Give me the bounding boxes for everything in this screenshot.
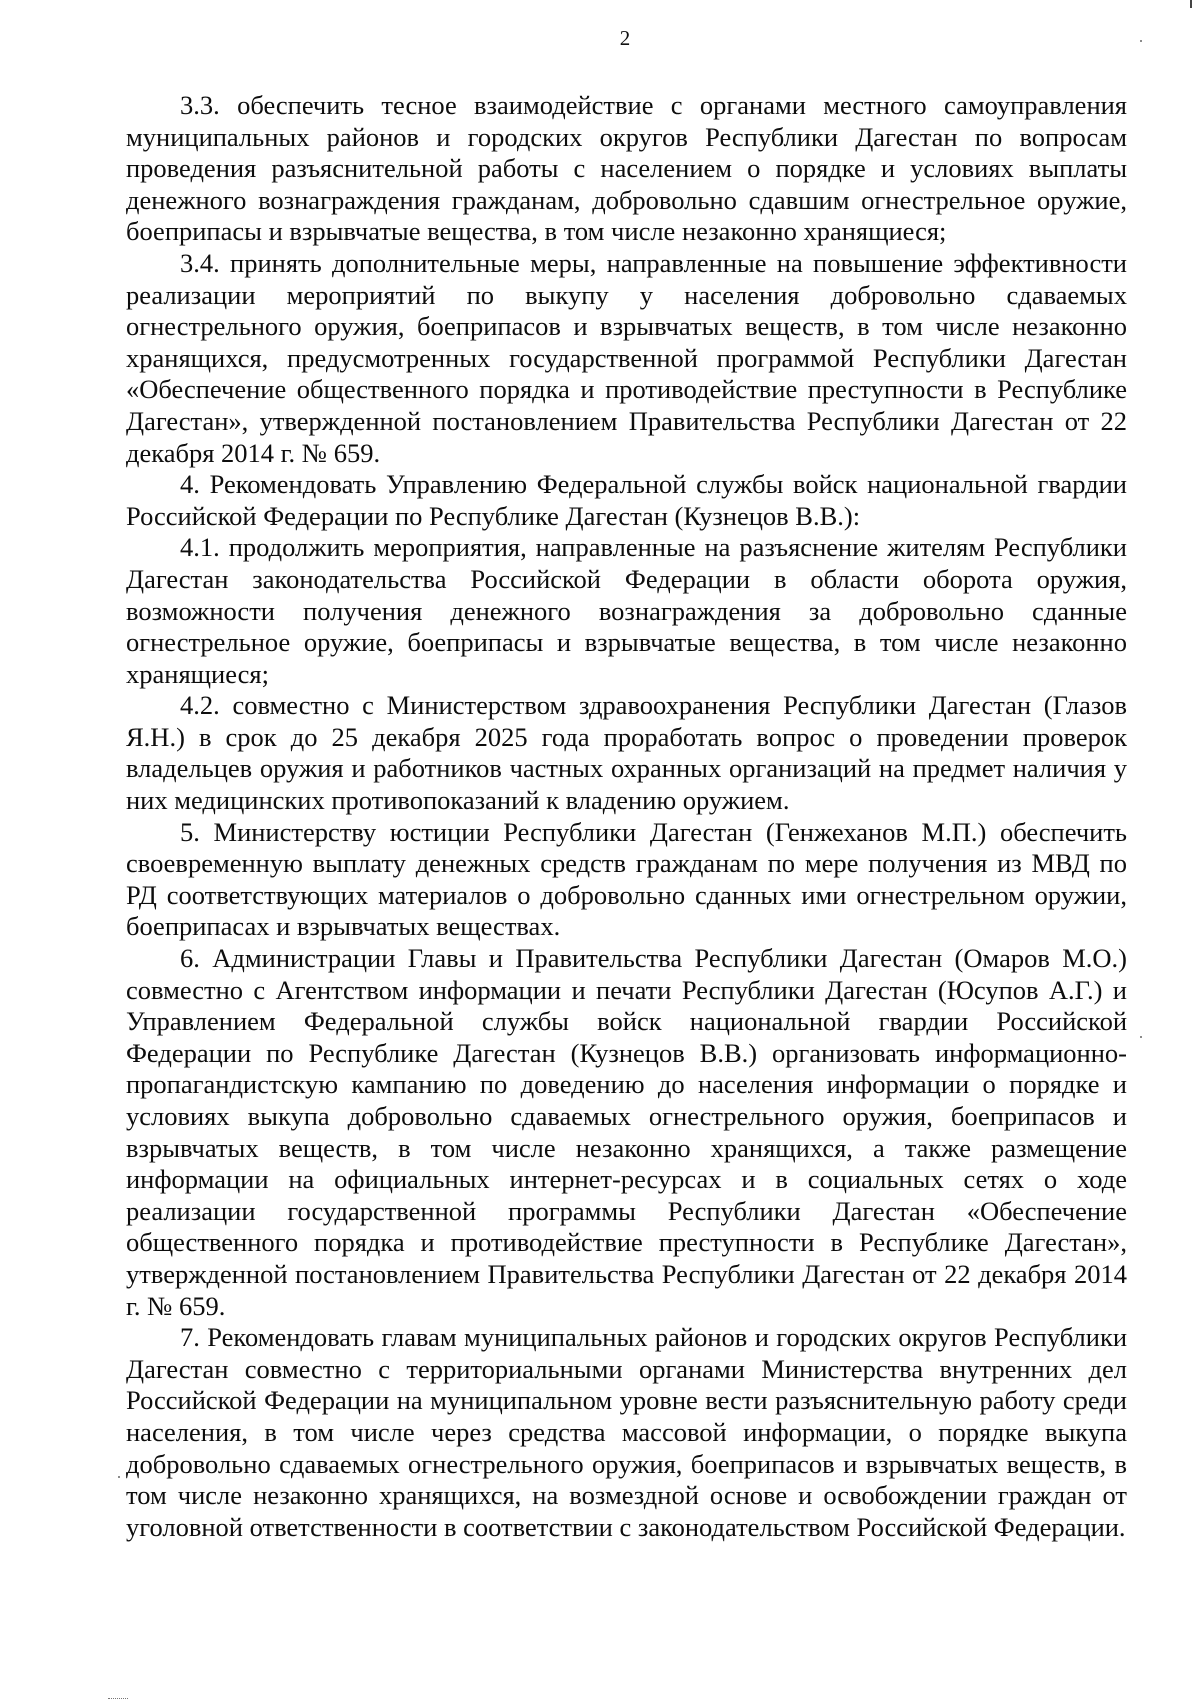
paragraph-4-1: 4.1. продолжить мероприятия, направленные на разъяснение жителям Республики Дагестан законодательства Российской Федерации в области оборота оружия, возможности получения денежного вознаграждения за добровольно сданные огнестрельное оружие, боеприпасы и взрывчатые вещества, в том числе незаконно хранящиеся;	[126, 532, 1127, 689]
scan-edge-mark	[108, 1698, 128, 1700]
paragraph-4-2: 4.2. совместно с Министерством здравоохранения Республики Дагестан (Глазов Я.Н.) в срок до 25 декабря 2025 года проработать вопрос о проведении проверок владельцев оружия и работников частных охранных организаций на предмет наличия у них медицинских противопоказаний к владению оружием.	[126, 690, 1127, 816]
paragraph-6: 6. Администрации Главы и Правительства Республики Дагестан (Омаров М.О.) совместно с Агентством информации и печати Республики Дагестан (Юсупов А.Г.) и Управлением Федеральной службы войск национальной гвардии Российской Федерации по Республике Дагестан (Кузнецов В.В.) организовать информационно-пропагандистскую кампанию по доведению до населения информации о порядке и условиях выкупа добровольно сдаваемых огнестрельного оружия, боеприпасов и взрывчатых веществ, в том числе незаконно хранящихся, а также размещение информации на официальных интернет-ресурсах и в социальных сетях о ходе реализации государственной программы Республики Дагестан «Обеспечение общественного порядка и противодействие преступности в Республике Дагестан», утвержденной постановлением Правительства Республики Дагестан от 22 декабря 2014 г. № 659.	[126, 943, 1127, 1321]
paragraph-7: 7. Рекомендовать главам муниципальных районов и городских округов Республики Дагестан совместно с территориальными органами Министерства внутренних дел Российской Федерации на муниципальном уровне вести разъяснительную работу среди населения, в том числе через средства массовой информации, о порядке выкупа добровольно сдаваемых огнестрельного оружия, боеприпасов и взрывчатых веществ, в том числе незаконно хранящихся, на возмездной основе и освобождении граждан от уголовной ответственности в соответствии с законодательством Российской Федерации.	[126, 1322, 1127, 1542]
paragraph-5: 5. Министерству юстиции Республики Дагестан (Генжеханов М.П.) обеспечить своевременную выплату денежных средств гражданам по мере получения из МВД по РД соответствующих материалов о добровольно сданных ими огнестрельном оружии, боеприпасах и взрывчатых веществах.	[126, 816, 1127, 942]
document-body	[126, 90, 1127, 1543]
scan-speck	[118, 1476, 120, 1478]
paragraph-4: 4. Рекомендовать Управлению Федеральной службы войск национальной гвардии Российской Федерации по Республике Дагестан (Кузнецов В.В.):	[126, 469, 1127, 531]
page-number: 2	[619, 26, 631, 50]
paragraph-3-4: 3.4. принять дополнительные меры, направленные на повышение эффективности реализации мероприятий по выкупу у населения добровольно сдаваемых огнестрельного оружия, боеприпасов и взрывчатых веществ, в том числе незаконно хранящихся, предусмотренных государственной программой Республики Дагестан «Обеспечение общественного порядка и противодействие преступности в Республике Дагестан», утвержденной постановлением Правительства Республики Дагестан от 22 декабря 2014 г. № 659.	[126, 247, 1127, 468]
scan-speck	[1140, 1036, 1142, 1038]
scan-edge-mark	[1190, 0, 1192, 8]
paragraph-3-3: 3.3. обеспечить тесное взаимодействие с органами местного самоуправления муниципальных районов и городских округов Республики Дагестан по вопросам проведения разъяснительной работы с населением о порядке и условиях выплаты денежного вознаграждения гражданам, добровольно сдавшим огнестрельное оружие, боеприпасы и взрывчатые вещества, в том числе незаконно хранящиеся;	[126, 90, 1127, 247]
